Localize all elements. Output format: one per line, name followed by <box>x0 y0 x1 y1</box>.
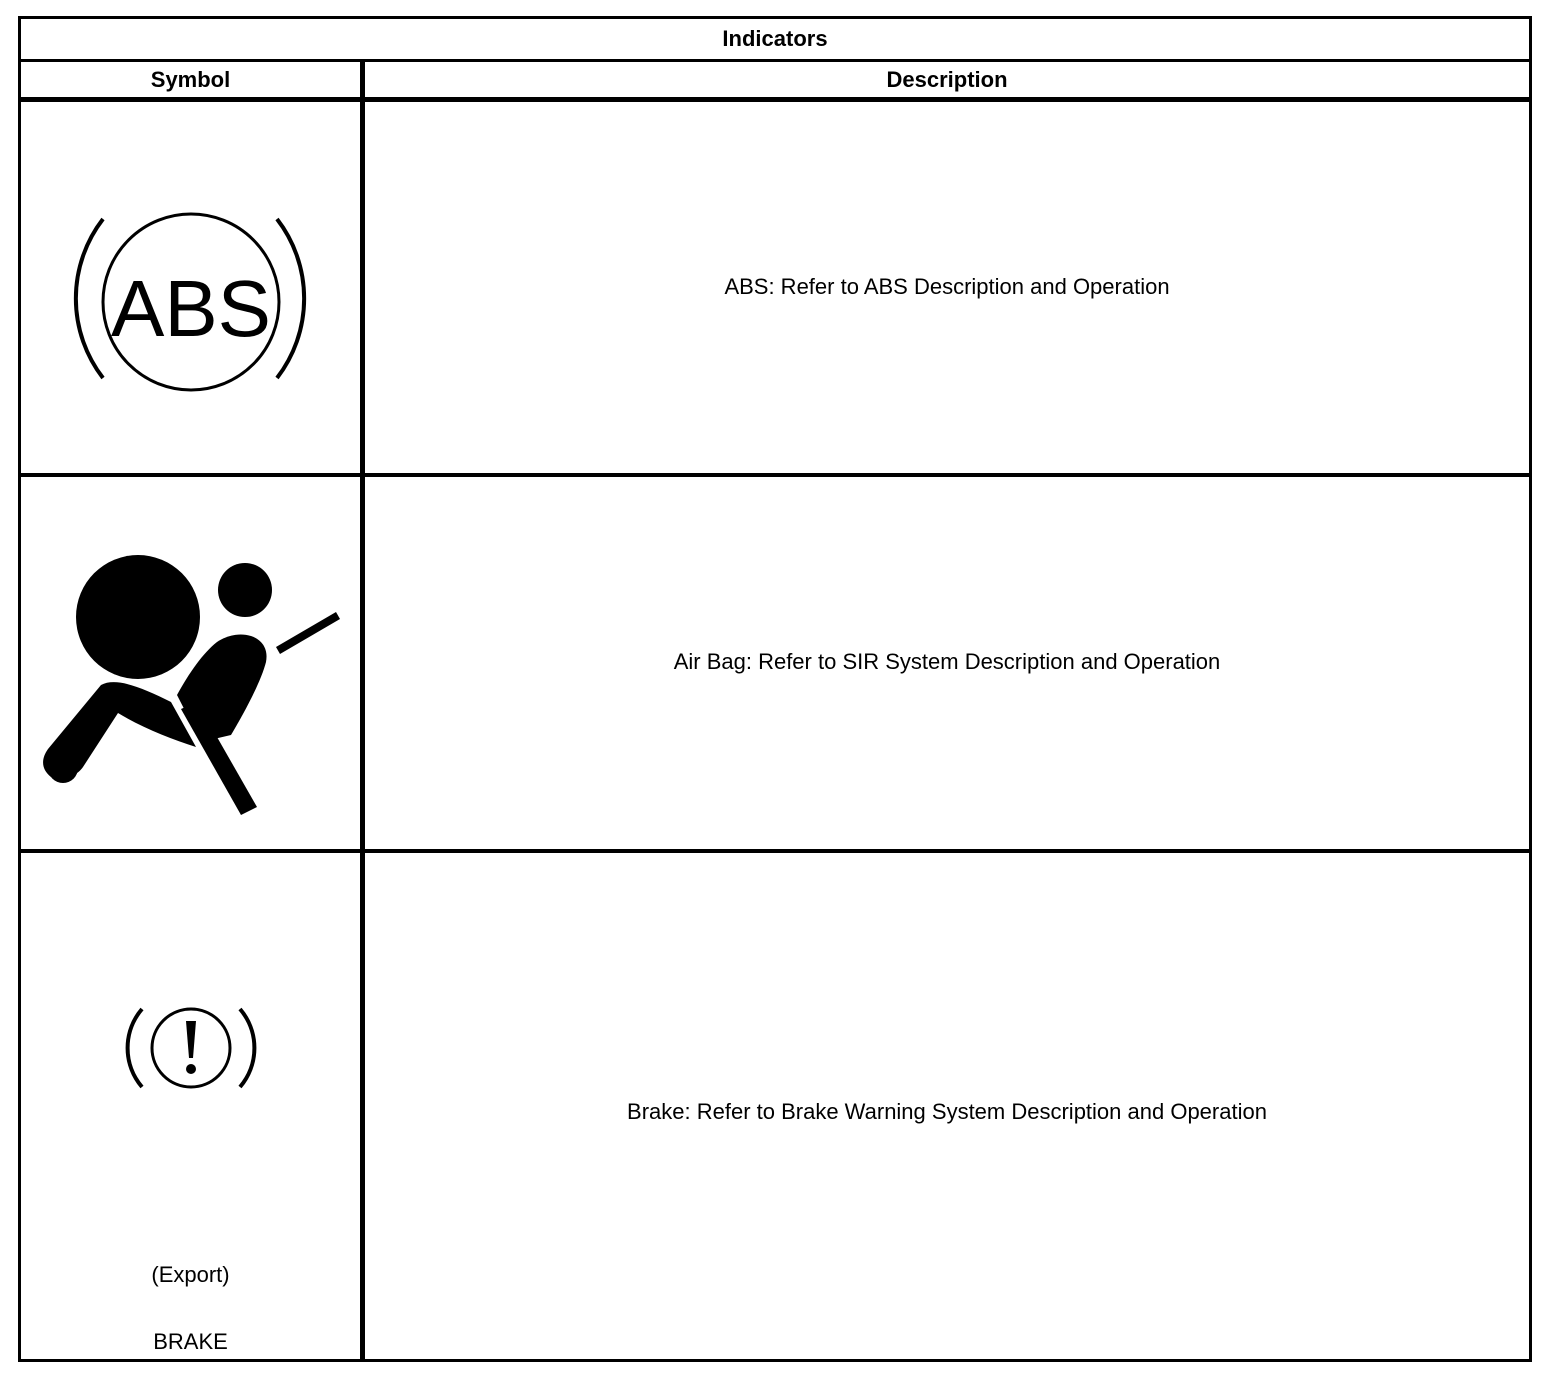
table-title: Indicators <box>21 19 1529 62</box>
air-bag-icon <box>21 477 360 853</box>
description-cell: ABS: Refer to ABS Description and Operation <box>724 274 1170 299</box>
table-row <box>21 853 1529 1362</box>
table-row <box>21 477 1529 853</box>
export-caption: (Export) <box>151 1262 230 1287</box>
symbol-cell <box>21 853 365 1362</box>
brake-warning-icon <box>21 853 360 1113</box>
description-cell: Brake: Refer to Brake Warning System Description and Operation <box>627 1099 1267 1124</box>
description-cell: Air Bag: Refer to SIR System Description and Operation <box>673 649 1221 674</box>
description-column-header: Description <box>886 66 1008 92</box>
abs-icon-text: ABS <box>110 264 272 353</box>
brake-caption: BRAKE <box>153 1329 228 1354</box>
table-row <box>21 102 1529 477</box>
abs-warning-icon <box>21 102 360 477</box>
symbol-column-header: Symbol <box>21 62 365 97</box>
symbol-cell <box>21 102 365 473</box>
table-header-row <box>21 62 1529 102</box>
indicators-table <box>18 16 1532 1362</box>
symbol-cell <box>21 477 365 849</box>
